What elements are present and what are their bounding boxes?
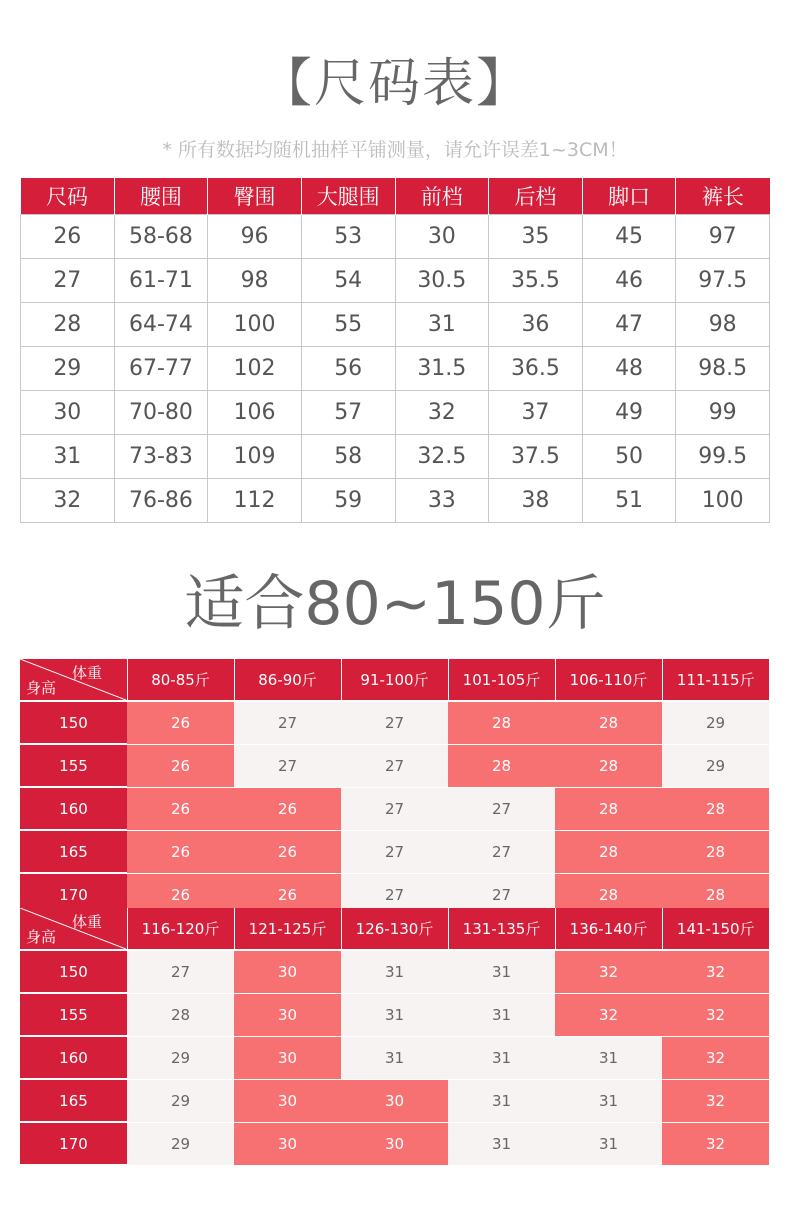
size-table-cell: 59 [301, 479, 395, 523]
height-cell: 155 [20, 744, 127, 787]
size-recommendation-cell: 30 [234, 1036, 341, 1079]
size-recommendation-cell: 26 [234, 873, 341, 916]
weight-header-cell: 121-125斤 [234, 908, 341, 950]
fit-table-header-row [20, 659, 769, 701]
size-recommendation-cell: 28 [555, 830, 662, 873]
size-recommendation-cell: 31 [448, 1036, 555, 1079]
size-table-cell: 58 [301, 435, 395, 479]
size-table-header-cell: 裤长 [676, 178, 770, 215]
size-table-cell: 98.5 [676, 347, 770, 391]
size-recommendation-cell: 28 [448, 744, 555, 787]
weight-header-cell: 111-115斤 [662, 659, 769, 701]
size-recommendation-cell: 31 [448, 1079, 555, 1122]
size-table-cell: 73-83 [114, 435, 208, 479]
weight-header-cell: 91-100斤 [341, 659, 448, 701]
size-table-cell: 32 [395, 391, 489, 435]
size-table-row [21, 347, 770, 391]
fit-table-2 [20, 908, 769, 1166]
fit-table-1 [20, 659, 769, 917]
size-recommendation-cell: 27 [341, 787, 448, 830]
size-recommendation-cell: 30 [341, 1122, 448, 1165]
size-recommendation-cell: 29 [127, 1079, 234, 1122]
size-recommendation-cell: 28 [448, 701, 555, 744]
size-recommendation-cell: 31 [555, 1079, 662, 1122]
size-table-cell: 30 [21, 391, 115, 435]
size-table-cell: 50 [582, 435, 676, 479]
height-cell: 150 [20, 701, 127, 744]
size-table-header-cell: 前档 [395, 178, 489, 215]
size-table-cell: 99 [676, 391, 770, 435]
size-recommendation-cell: 30 [341, 1079, 448, 1122]
corner-height-label: 身高 [26, 679, 57, 697]
size-table-cell: 49 [582, 391, 676, 435]
size-recommendation-cell: 28 [555, 787, 662, 830]
size-table [20, 178, 770, 523]
size-recommendation-cell: 31 [341, 950, 448, 993]
fit-table-row [20, 1036, 769, 1079]
size-table-cell: 30.5 [395, 259, 489, 303]
size-recommendation-cell: 26 [127, 787, 234, 830]
size-table-cell: 70-80 [114, 391, 208, 435]
size-table-row [21, 259, 770, 303]
height-cell: 160 [20, 1036, 127, 1079]
size-recommendation-cell: 31 [341, 1036, 448, 1079]
height-cell: 155 [20, 993, 127, 1036]
size-table-header-cell: 后档 [489, 178, 583, 215]
size-table-cell: 58-68 [114, 215, 208, 259]
size-table-cell: 45 [582, 215, 676, 259]
size-recommendation-cell: 31 [448, 993, 555, 1036]
size-recommendation-cell: 27 [448, 873, 555, 916]
size-table-cell: 112 [208, 479, 302, 523]
size-recommendation-cell: 27 [341, 744, 448, 787]
size-recommendation-cell: 30 [234, 950, 341, 993]
size-table-cell: 76-86 [114, 479, 208, 523]
fit-table-row [20, 1122, 769, 1165]
size-table-cell: 31 [21, 435, 115, 479]
size-recommendation-cell: 31 [448, 950, 555, 993]
size-table-cell: 98 [676, 303, 770, 347]
height-cell: 165 [20, 1079, 127, 1122]
size-table-cell: 100 [676, 479, 770, 523]
size-recommendation-cell: 29 [662, 701, 769, 744]
size-table-header-cell: 臀围 [208, 178, 302, 215]
fit-title: 适合80~150斤 [184, 569, 606, 639]
size-table-row [21, 391, 770, 435]
size-table-header-cell: 腰围 [114, 178, 208, 215]
weight-header-cell: 131-135斤 [448, 908, 555, 950]
page-title: 【尺码表】 [259, 54, 530, 114]
weight-header-cell: 116-120斤 [127, 908, 234, 950]
size-table-cell: 31 [395, 303, 489, 347]
size-recommendation-cell: 28 [662, 787, 769, 830]
size-table-cell: 37.5 [489, 435, 583, 479]
fit-table-corner [20, 659, 127, 701]
fit-table-row [20, 830, 769, 873]
size-table-row [21, 479, 770, 523]
size-table-cell: 106 [208, 391, 302, 435]
size-recommendation-cell: 26 [127, 701, 234, 744]
weight-header-cell: 141-150斤 [662, 908, 769, 950]
size-recommendation-cell: 28 [555, 744, 662, 787]
size-table-cell: 96 [208, 215, 302, 259]
size-table-row [21, 215, 770, 259]
weight-header-cell: 136-140斤 [555, 908, 662, 950]
size-recommendation-cell: 32 [662, 1079, 769, 1122]
size-table-cell: 48 [582, 347, 676, 391]
size-table-cell: 57 [301, 391, 395, 435]
size-recommendation-cell: 28 [662, 873, 769, 916]
size-recommendation-cell: 32 [662, 1036, 769, 1079]
size-table-cell: 38 [489, 479, 583, 523]
size-table-cell: 37 [489, 391, 583, 435]
size-recommendation-cell: 27 [341, 873, 448, 916]
size-table-cell: 47 [582, 303, 676, 347]
size-table-cell: 55 [301, 303, 395, 347]
size-table-cell: 97.5 [676, 259, 770, 303]
fit-table-header-row [20, 908, 769, 950]
size-recommendation-cell: 26 [234, 830, 341, 873]
size-table-cell: 29 [21, 347, 115, 391]
size-recommendation-cell: 32 [662, 1122, 769, 1165]
size-table-body [21, 215, 770, 523]
size-recommendation-cell: 28 [127, 993, 234, 1036]
size-table-cell: 109 [208, 435, 302, 479]
size-recommendation-cell: 31 [341, 993, 448, 1036]
height-cell: 150 [20, 950, 127, 993]
height-cell: 165 [20, 830, 127, 873]
size-recommendation-cell: 31 [555, 1122, 662, 1165]
size-recommendation-cell: 28 [555, 701, 662, 744]
size-table-header-cell: 大腿围 [301, 178, 395, 215]
size-recommendation-cell: 27 [448, 787, 555, 830]
size-table-cell: 35.5 [489, 259, 583, 303]
fit-table-row [20, 787, 769, 830]
size-recommendation-cell: 28 [555, 873, 662, 916]
weight-header-cell: 106-110斤 [555, 659, 662, 701]
size-recommendation-cell: 27 [234, 744, 341, 787]
weight-header-cell: 80-85斤 [127, 659, 234, 701]
size-recommendation-cell: 29 [127, 1122, 234, 1165]
size-table-cell: 51 [582, 479, 676, 523]
corner-height-label: 身高 [26, 928, 57, 946]
corner-weight-label: 体重 [71, 913, 102, 931]
fit-table-row [20, 701, 769, 744]
size-recommendation-cell: 27 [448, 830, 555, 873]
size-table-header-cell: 脚口 [582, 178, 676, 215]
size-table-cell: 102 [208, 347, 302, 391]
size-table-cell: 33 [395, 479, 489, 523]
size-recommendation-cell: 26 [127, 873, 234, 916]
size-table-cell: 35 [489, 215, 583, 259]
size-recommendation-cell: 32 [555, 950, 662, 993]
fit-table-row [20, 1079, 769, 1122]
size-table-row [21, 435, 770, 479]
corner-wrap [20, 908, 126, 949]
size-table-cell: 36 [489, 303, 583, 347]
weight-header-cell: 86-90斤 [234, 659, 341, 701]
corner-weight-label: 体重 [71, 664, 102, 682]
size-recommendation-cell: 26 [234, 787, 341, 830]
size-table-cell: 64-74 [114, 303, 208, 347]
size-table-cell: 53 [301, 215, 395, 259]
size-table-cell: 61-71 [114, 259, 208, 303]
size-table-cell: 56 [301, 347, 395, 391]
size-table-cell: 99.5 [676, 435, 770, 479]
size-recommendation-cell: 31 [448, 1122, 555, 1165]
size-recommendation-cell: 27 [341, 701, 448, 744]
height-cell: 170 [20, 873, 127, 916]
weight-header-cell: 126-130斤 [341, 908, 448, 950]
size-table-cell: 28 [21, 303, 115, 347]
size-table-cell: 46 [582, 259, 676, 303]
size-recommendation-cell: 32 [662, 993, 769, 1036]
size-recommendation-cell: 26 [127, 744, 234, 787]
size-recommendation-cell: 29 [127, 1036, 234, 1079]
fit-table-corner [20, 908, 127, 950]
height-cell: 160 [20, 787, 127, 830]
size-recommendation-cell: 28 [662, 830, 769, 873]
size-table-cell: 67-77 [114, 347, 208, 391]
size-table-cell: 32 [21, 479, 115, 523]
height-cell: 170 [20, 1122, 127, 1165]
corner-wrap [20, 659, 126, 700]
size-table-cell: 31.5 [395, 347, 489, 391]
size-recommendation-cell: 31 [555, 1036, 662, 1079]
size-table-cell: 98 [208, 259, 302, 303]
size-recommendation-cell: 29 [662, 744, 769, 787]
weight-header-cell: 101-105斤 [448, 659, 555, 701]
size-table-cell: 36.5 [489, 347, 583, 391]
size-table-header-row [21, 178, 770, 215]
size-table-cell: 32.5 [395, 435, 489, 479]
size-recommendation-cell: 27 [127, 950, 234, 993]
size-recommendation-cell: 32 [662, 950, 769, 993]
size-recommendation-cell: 27 [234, 701, 341, 744]
measurement-note: * 所有数据均随机抽样平铺测量，请允许误差1~3CM！ [162, 139, 628, 161]
size-recommendation-cell: 30 [234, 1122, 341, 1165]
size-recommendation-cell: 30 [234, 1079, 341, 1122]
size-table-cell: 97 [676, 215, 770, 259]
size-table-header-cell: 尺码 [21, 178, 115, 215]
size-table-cell: 100 [208, 303, 302, 347]
size-recommendation-cell: 27 [341, 830, 448, 873]
size-table-row [21, 303, 770, 347]
size-recommendation-cell: 32 [555, 993, 662, 1036]
fit-table-row [20, 950, 769, 993]
fit-table-row [20, 744, 769, 787]
size-table-cell: 54 [301, 259, 395, 303]
size-table-cell: 30 [395, 215, 489, 259]
size-table-cell: 26 [21, 215, 115, 259]
fit-table-row [20, 993, 769, 1036]
size-recommendation-cell: 26 [127, 830, 234, 873]
size-recommendation-cell: 30 [234, 993, 341, 1036]
size-table-cell: 27 [21, 259, 115, 303]
